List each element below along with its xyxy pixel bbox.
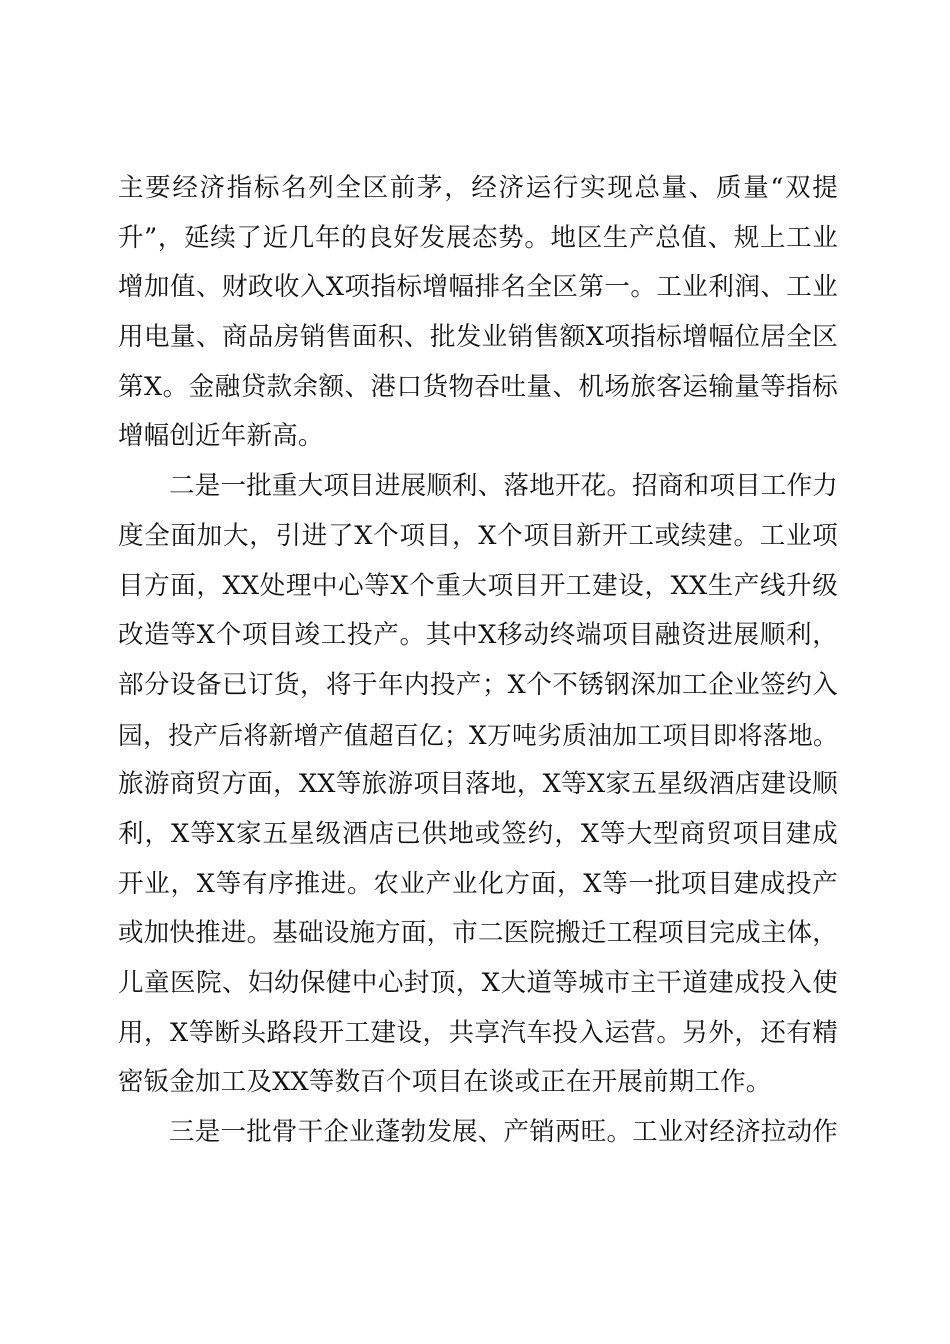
text-line: 第X。金融贷款余额、港口货物吞吐量、机场旅客运输量等指标	[118, 371, 838, 402]
text-line: 园，投产后将新增产值超百亿；X万吨劣质油加工项目即将落地。	[118, 720, 838, 750]
body-text	[118, 164, 838, 1158]
text-line: 主要经济指标名列全区前茅，经济运行实现总量、质量“双提	[118, 173, 838, 203]
text-line: 升”，延续了近几年的良好发展态势。地区生产总值、规上工业	[118, 222, 838, 253]
text-line: 增幅创近年新高。	[118, 421, 324, 452]
paragraph-heading-line: 三是一批骨干企业蓬勃发展、产销两旺。工业对经济拉动作	[169, 1117, 838, 1148]
paragraph-heading-line: 二是一批重大项目进展顺利、落地开花。招商和项目工作力	[169, 471, 838, 502]
text-line: 目方面，XX处理中心等X个重大项目开工建设，XX生产线升级	[118, 570, 838, 601]
text-line: 儿童医院、妇幼保健中心封顶，X大道等城市主干道建成投入使	[118, 968, 838, 998]
text-line: 部分设备已订货，将于年内投产；X个不锈钢深加工企业签约入	[118, 669, 838, 700]
text-line: 或加快推进。基础设施方面，市二医院搬迁工程项目完成主体，	[118, 918, 838, 949]
text-line: 用电量、商品房销售面积、批发业销售额X项指标增幅位居全区	[118, 322, 838, 353]
text-line: 度全面加大，引进了X个项目，X个项目新开工或续建。工业项	[118, 520, 838, 551]
text-line: 密钣金加工及XX等数百个项目在谈或正在开展前期工作。	[118, 1067, 772, 1098]
text-line: 增加值、财政收入X项指标增幅排名全区第一。工业利润、工业	[118, 272, 838, 303]
text-line: 利，X等X家五星级酒店已供地或签约，X等大型商贸项目建成	[118, 818, 838, 849]
text-line: 开业，X等有序推进。农业产业化方面，X等一批项目建成投产	[118, 868, 838, 899]
text-line: 用，X等断头路段开工建设，共享汽车投入运营。另外，还有精	[118, 1017, 838, 1048]
text-line: 改造等X个项目竣工投产。其中X移动终端项目融资进展顺利，	[118, 620, 838, 651]
text-line: 旅游商贸方面，XX等旅游项目落地，X等X家五星级酒店建设顺	[118, 769, 838, 800]
